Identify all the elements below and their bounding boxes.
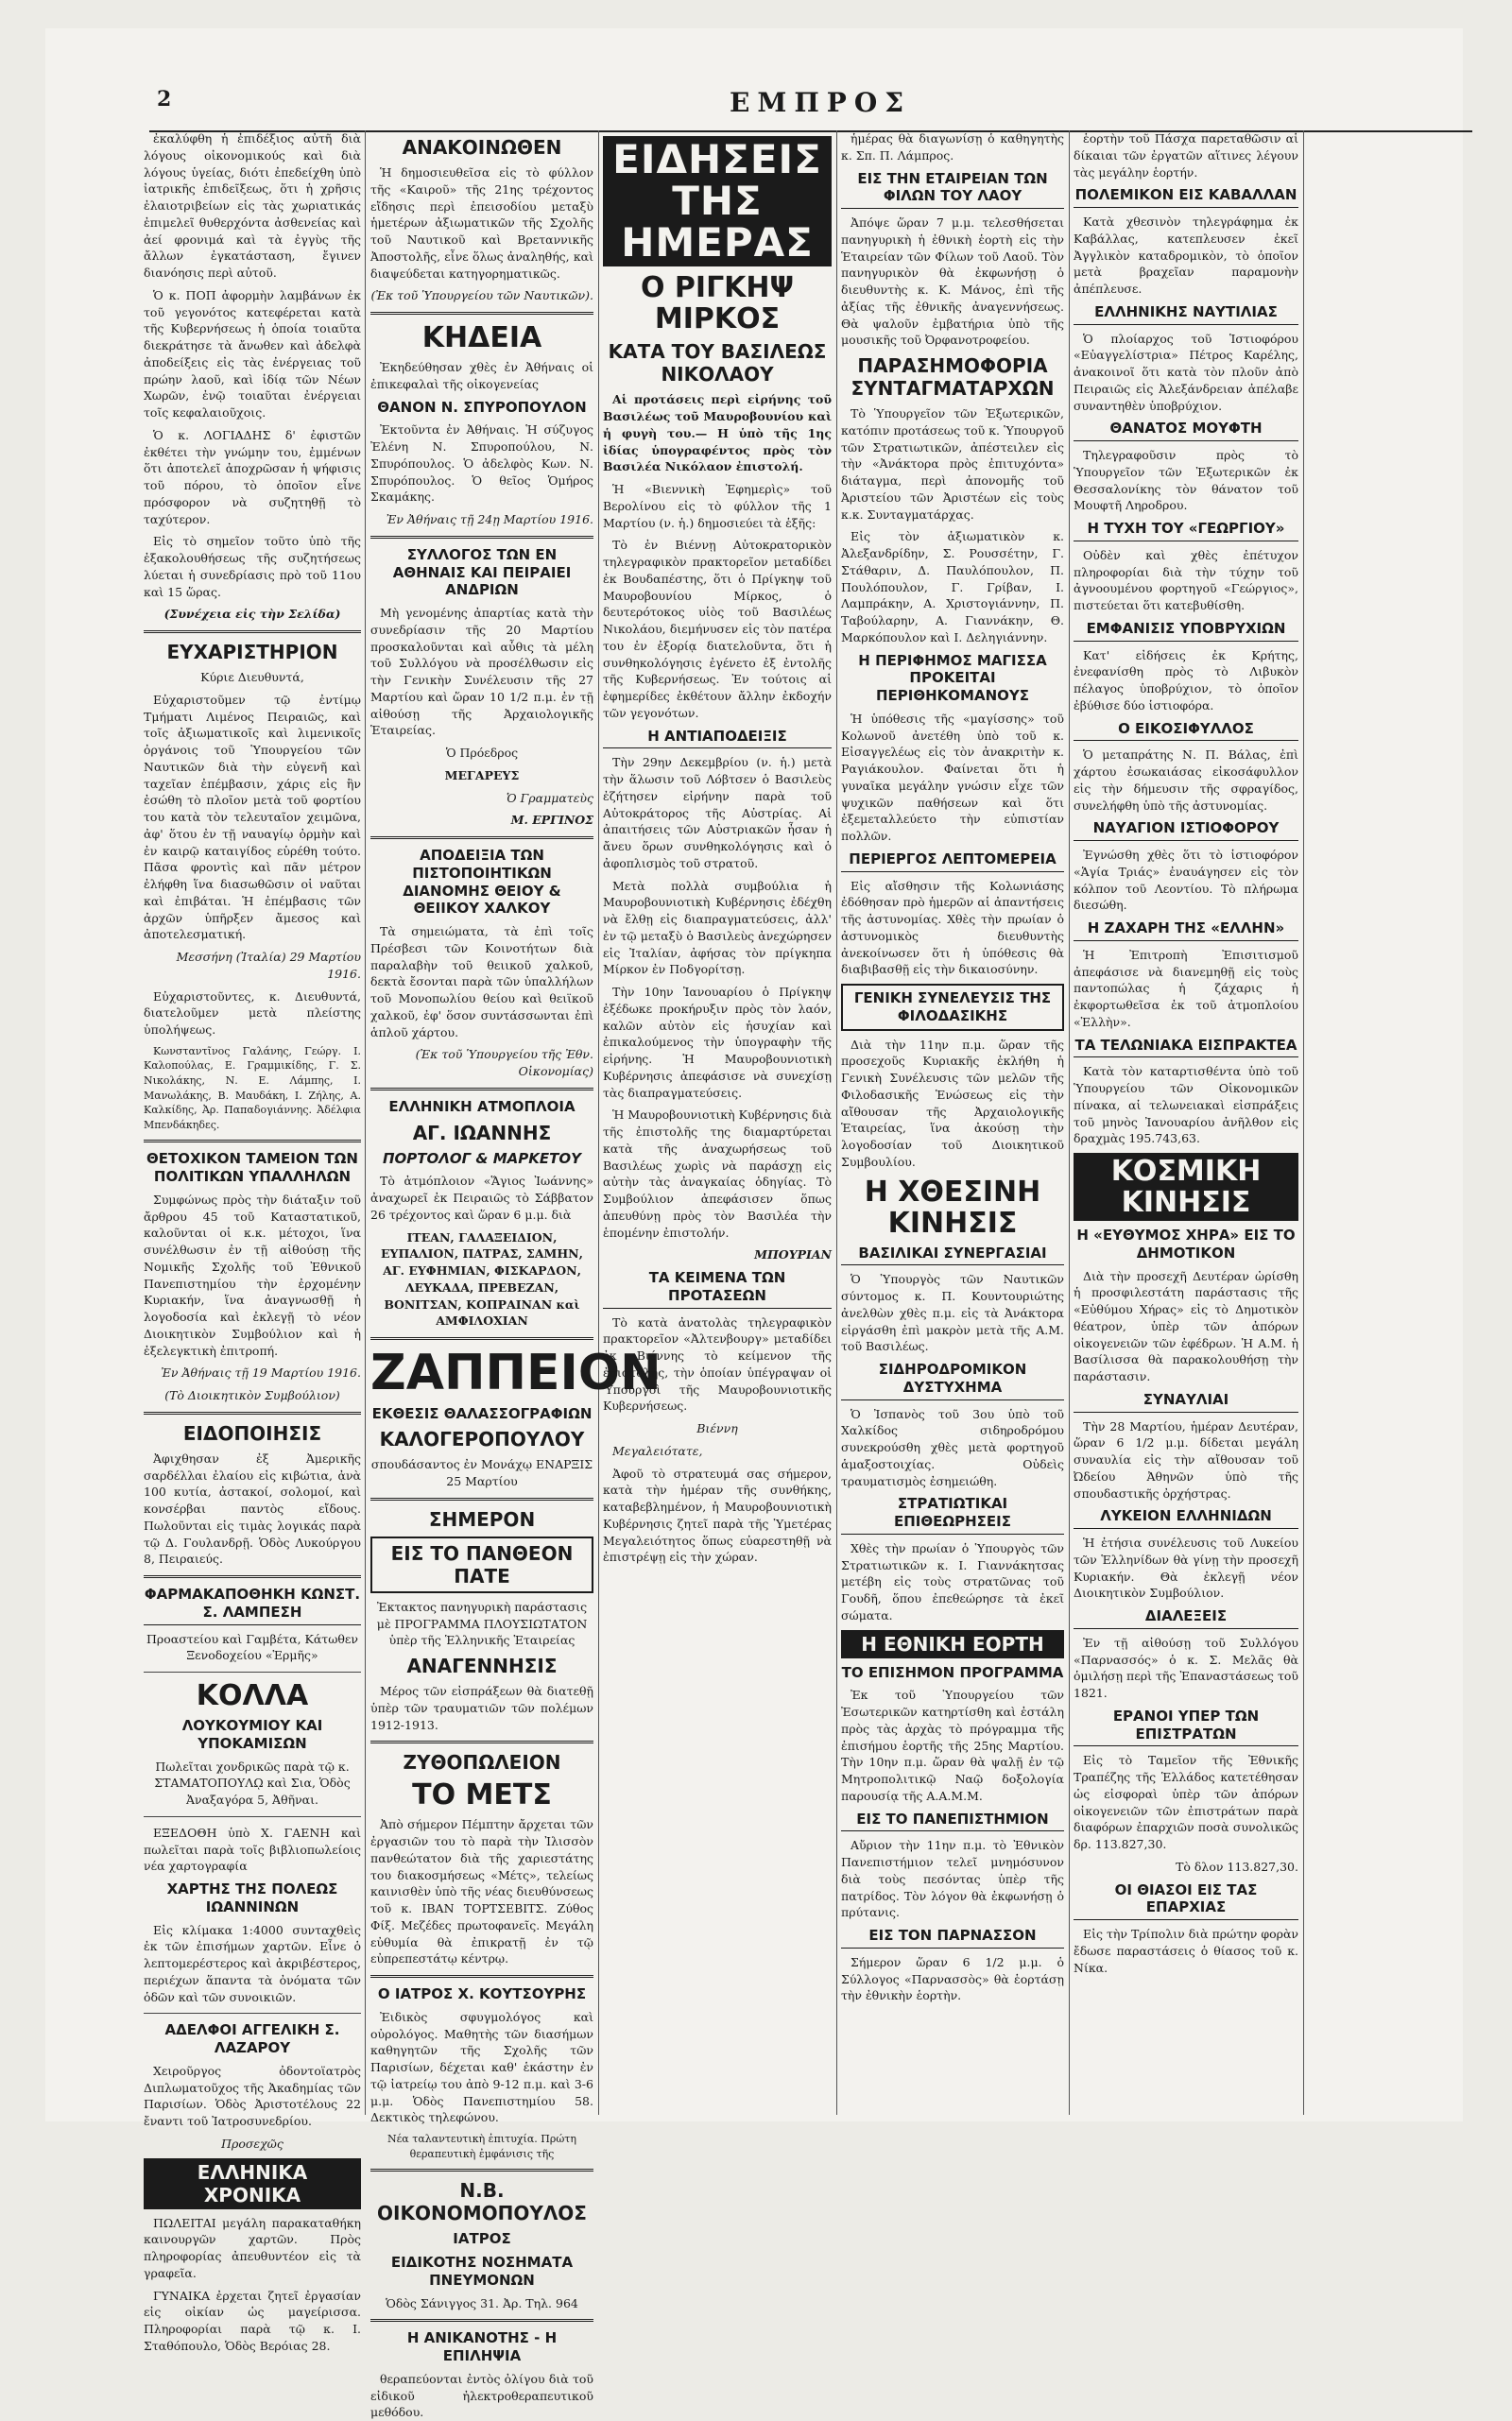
greeting: Κύριε Διευθυντά, bbox=[200, 670, 304, 684]
signature: ΜΕΓΑΡΕΥΣ bbox=[444, 767, 520, 782]
article-text: Ἡ Ἐπιτροπὴ Ἐπισιτισμοῦ ἀπεφάσισε νὰ διανεμηθῇ εἰς τοὺς παντοπώλας ἡ ζάχαρις ἡ ἐκφορτωθεῖσα ἐκ τοῦ ἀτμοπλοίου «Ἑλλὴν». bbox=[1074, 947, 1298, 1029]
column-5 bbox=[1074, 130, 1298, 2115]
subsection-heading: ΒΑΣΙΛΙΚΑΙ ΣΥΝΕΡΓΑΣΙΑΙ bbox=[841, 1245, 1064, 1266]
ad-subheading: ΛΟΥΚΟΥΜΙΟΥ ΚΑΙ ΥΠΟΚΑΜΙΣΩΝ bbox=[181, 1717, 323, 1752]
section-heading: Η ΧΘΕΣΙΝΗ ΚΙΝΗΣΙΣ bbox=[864, 1175, 1041, 1240]
masthead bbox=[45, 87, 1463, 125]
column-3 bbox=[603, 130, 832, 2115]
section-heading: ΑΠΟΔΕΙΞΙΑ ΤΩΝ ΠΙΣΤΟΠΟΙΗΤΙΚΩΝ ΔΙΑΝΟΜΗΣ ΘΕΙΟΥ & ΘΕΙΙΚΟΥ ΧΑΛΚΟΥ bbox=[403, 847, 561, 918]
subheadline: ΚΑΤΑ ΤΟΥ ΒΑΣΙΛΕΩΣ ΝΙΚΟΛΑΟΥ bbox=[608, 340, 827, 386]
ad-heading: Ν.Β. ΟΙΚΟΝΟΜΟΠΟΥΛΟΣ bbox=[377, 2179, 587, 2225]
ad-heading: ΕΙΣ ΤΟ ΠΑΝΘΕΟΝ ΠΑΤΕ bbox=[370, 1537, 593, 1593]
section-heading: ΚΟΣΜΙΚΗ ΚΙΝΗΣΙΣ bbox=[1074, 1153, 1298, 1221]
section-heading: ΓΕΝΙΚΗ ΣΥΝΕΛΕΥΣΙΣ ΤΗΣ ΦΙΛΟΔΑΣΙΚΗΣ bbox=[841, 984, 1064, 1031]
article-text: Τὸ ἐν Βιέννῃ Αὐτοκρατορικὸν τηλεγραφικὸν πρακτορεῖον μεταδίδει ἐκ Βουδαπέστης, ὅτι ὁ Πρίγκηψ τοῦ Μαυροβουνίου Μίρκος, ὁ δευτερότοκος υἱὸς τοῦ Βασιλέως Νικολάου, διεμήνυσεν εἰς τὸν πατέρα του ἐν ἐξορίᾳ διατελοῦντα, ὅτι ἡ συνθηκολόγησις ἐγένετο ἐξ ἐντολῆς τῆς Κυβερνήσεως. Ἐν τούτοις αἱ ἐφημερίδες ἐκθέτουν ἄλλην ἐκδοχήν τῶν γεγονότων. bbox=[603, 538, 832, 720]
column-divider bbox=[365, 130, 366, 2115]
dateline: Βιέννη bbox=[696, 1421, 738, 1436]
article-text: Εὐχαριστοῦντες, κ. Διευθυντά, διατελοῦμεν μετὰ πλείστης ὑπολήψεως. bbox=[144, 988, 361, 1037]
signature: (Ἐκ τοῦ Ὑπουργείου τῆς Ἐθν. Οἰκονομίας) bbox=[415, 1047, 593, 1078]
subsection-heading: ΣΤΡΑΤΙΩΤΙΚΑΙ ΕΠΙΘΕΩΡΗΣΕΙΣ bbox=[841, 1495, 1064, 1535]
section-heading: ΕΥΧΑΡΙΣΤΗΡΙΟΝ bbox=[166, 641, 338, 663]
article-text: Ἀπόψε ὥραν 7 μ.μ. τελεσθήσεται πανηγυρικὴ ἡ ἐθνικὴ ἑορτὴ εἰς τὴν Ἑταιρείαν τῶν Φίλων τοῦ Λαοῦ. Τὸν πανηγυρικὸν θὰ ἐκφωνήσῃ ὁ διευθυντὴς κ. Κ. Μάνος, ἐπὶ τῆς ἀξίας τῆς ἐθνικῆς ἀναγεννήσεως. Θὰ ψαλοῦν ἐμβατήρια ὑπὸ τῆς μουσικῆς τοῦ Ὀρφανοτροφείου. bbox=[841, 215, 1064, 348]
article-text: Εἰς τὸ Ταμεῖον τῆς Ἐθνικῆς Τραπέζης τῆς Ἑλλάδος κατετέθησαν ὡς εἰσφοραὶ ὑπὲρ τῶν ἀπόρων οἰκογενειῶν τῶν ἐπιστράτων παρὰ διαφόρων ἐπαρχιῶν ποσὰ συνολικῶς δρ. 113.827,30. bbox=[1074, 1753, 1298, 1851]
section-heading: ΑΝΑΚΟΙΝΩΘΕΝ bbox=[402, 136, 562, 159]
ad-text: Πωλεῖται χονδρικῶς παρὰ τῷ κ. ΣΤΑΜΑΤΟΠΟΥΛῼ καὶ Σια, Ὁδὸς Ἀναξαγόρα 5, Ἀθῆναι. bbox=[154, 1759, 351, 1808]
ad-heading: ΑΝΑΓΕΝΝΗΣΙΣ bbox=[406, 1655, 558, 1678]
article-text: Ὁ πλοίαρχος τοῦ Ἱστιοφόρου «Εὐαγγελίστρια» Πέτρος Καρέλης, ἀνακοινοῖ ὅτι κατὰ τὸν πλοῦν ἀπὸ Πειραιῶς εἰς Ἀλεξάνδρειαν ἀπέλαβε συναντηθὲν ὑποβρύχιον. bbox=[1074, 331, 1298, 413]
article-text: Εἰς αἴσθησιν τῆς Κολωνιάσης ἐδόθησαν πρὸ ἡμερῶν αἱ ἀπαντήσεις τῆς ἀστυνομίας. Χθὲς τὴν πρωίαν ὁ ἀστυνομικὸς διευθυντὴς ἀνεκοίνωσεν ὅτι ἡ ὑπόθεσις θὰ διαβιβασθῇ εἰς τὴν δικαιοσύνην. bbox=[841, 878, 1064, 977]
article-text: Κατ' εἰδήσεις ἐκ Κρήτης, ἐνεφανίσθη πρὸς τὸ Λιβυκὸν πέλαγος ὑποβρύχιον, τὸ ὁποῖον ἐβύθισε δύο ἱστιοφόρα. bbox=[1074, 647, 1298, 713]
ad-text: Ἐκτακτος πανηγυρικὴ παράστασις μὲ ΠΡΟΓΡΑΜΜΑ ΠΛΟΥΣΙΩΤΑΤΟΝ ὑπὲρ τῆς Ἑλληνικῆς Ἑταιρείας bbox=[376, 1599, 588, 1648]
article-text: ἐκαλύφθη ἡ ἐπιδέξιος αὐτῆ διὰ λόγους οἰκονομικούς καὶ διὰ λόγους ὑγείας, διότι ἐπεδείχθη ὑπὸ ἰατρικῆς ἐπιδεῖξεως, ὅτι ἡ χρῆσις ἐλαιοτριβείων εἰς τὰς χωριατικάς ἐπιμελεῖ θυθερχόντα ἀσθενείας καὶ ἀεί φρονιμά καὶ τὰ ἐγγὺς τῆς ἄλλων ἐγκατάσταση, ἔγινεν διανόησις περὶ αὐτοῦ. bbox=[144, 131, 361, 280]
signature: Μ. ΕΡΓΙΝΟΣ bbox=[510, 813, 593, 828]
signature: Ὁ Πρόεδρος bbox=[445, 746, 519, 760]
ad-text: Ὁδὸς Σάνιγγος 31. Ἀρ. Τηλ. 964 bbox=[386, 2295, 578, 2310]
article-text: Εἰς τὴν Τρίπολιν διὰ πρώτην φορὰν ἔδωσε παραστάσεις ὁ θίασος τοῦ κ. Νίκα. bbox=[1074, 1927, 1298, 1975]
paper-title: ΕΜΠΡΟΣ bbox=[730, 87, 912, 118]
subsection-heading: ΣΙΔΗΡΟΔΡΟΜΙΚΟΝ ΔΥΣΤΥΧΗΜΑ bbox=[841, 1361, 1064, 1400]
subsection-heading: Η ΑΝΤΙΑΠΟΔΕΙΞΙΣ bbox=[603, 728, 832, 749]
ad-text: Προσεχῶς bbox=[221, 2136, 284, 2151]
ad-text: Εἰς κλίμακα 1:4000 συνταχθεὶς ἐκ τῶν ἐπισήμων χαρτῶν. Εἶνε ὁ λεπτομερέστερος καὶ ἀκριβέστερος, περιέχων ἅπαντα τὰ ὀνόματα τῶν ὁδῶν καὶ τῶν συνοικιῶν. bbox=[144, 1922, 361, 2004]
article-text: Ἐκηδεύθησαν χθὲς ἐν Ἀθήναις οἱ ἐπικεφαλαὶ τῆς οἰκογενείας bbox=[370, 360, 593, 391]
ad-text: Προαστείου καὶ Γαμβέτα, Κάτωθεν Ξενοδοχείου «Ἑρμῆς» bbox=[146, 1631, 358, 1663]
article-text: Τὸ Ὑπουργεῖον τῶν Ἐξωτερικῶν, κατόπιν προτάσεως τοῦ κ. Ὑπουργοῦ τῶν Στρατιωτικῶν, ἀπέστειλεν εἰς τὴν «Ἀνάκτορα πρὸς ἐπιτυχόντα» διάταγμα, περὶ ἀπονομῆς τοῦ Ἀριστείου τῶν Ἀριστέων εἰς τοὺς κ.κ. Συνταγματάρχας. bbox=[841, 406, 1064, 522]
separator bbox=[370, 2319, 593, 2322]
separator bbox=[370, 536, 593, 539]
separator bbox=[144, 630, 361, 633]
separator bbox=[144, 1816, 361, 1817]
ad-heading: ΤΟ bbox=[412, 1778, 456, 1812]
article-text: Μετὰ πολλὰ συμβούλια ἡ Μαυροβουνιοτικὴ Κυβέρνησις ἐδέχθη νὰ ἔλθῃ εἰς διαπραγματεύσεις, ἀλλ' ἐν τῷ μεταξὺ ὁ Βασιλεὺς ἀνεχώρησεν εἰς Ἰταλίαν, ἀφήσας τὸν πρίγκηπα Μίρκον ἐν Ποδγορίτσῃ. bbox=[603, 878, 832, 977]
article-text: Ἀφιχθησαν ἐξ Ἀμερικῆς σαρδέλλαι ἐλαίου εἰς κιβώτια, ἀνὰ 100 κυτία, ἀστακοί, σολομοί, καὶ κονσέρβαι παντὸς εἴδους. Πωλοῦνται εἰς τιμὰς λογικάς παρὰ τῷ Δ. Γουλανδρῇ. Ὁδὸς Λυκούργου 8, Πειραιεύς. bbox=[144, 1451, 361, 1567]
ad-text: θεραπεύονται ἐντὸς ὀλίγου διὰ τοῦ εἰδικοῦ ἠλεκτροθεραπευτικοῦ μεθόδου. bbox=[370, 2371, 593, 2420]
signature: Ὁ Γραμματεὺς bbox=[506, 790, 593, 805]
article-text: Ἀφοῦ τὸ στρατευμά σας σήμερον, κατὰ τὴν ἡμέραν τῆς συνθήκης, καταβεβλημένον, ἡ Μαυροβουνιοτικὴ Κυβέρνησις ζητεῖ παρὰ τῆς Ὑμετέρας Μεγαλειότητος ὅπως εὐαρεστηθῇ νὰ ἐπιστρέψῃ εἰς τὴν χώραν. bbox=[603, 1466, 832, 1565]
column-divider bbox=[598, 130, 599, 2115]
article-text: Ὁ μεταπράτης Ν. Π. Βάλας, ἐπὶ χάρτου ἐσωκαιάσας εἰκοσάφυλλον εἰς τὴν δήμευσιν τῆς σφραγίδος, συνελήφθη ὑπὸ τῆς ἀστυνομίας. bbox=[1074, 747, 1298, 813]
section-heading: ΕΜΦΑΝΙΣΙΣ ΥΠΟΒΡΥΧΙΩΝ bbox=[1074, 620, 1298, 642]
article-text: Τηλεγραφοῦσιν πρὸς τὸ Ὑπουργεῖον τῶν Ἐξωτερικῶν ἐκ Θεσσαλονίκης τὸν θάνατον τοῦ Μουφτῆ Ληροδρου. bbox=[1074, 448, 1298, 513]
article-text: Τὸ δλον 113.827,30. bbox=[1176, 1859, 1298, 1874]
article-text: Οὐδὲν καὶ χθὲς ἐπέτυχον πληροφορίαι διὰ τὴν τύχην τοῦ ἀγνοουμένου φορτηγοῦ «Γεώργιος», πιστεύεται ὅτι κατεβυθίσθη. bbox=[1074, 547, 1298, 612]
section-heading: Η ΖΑΧΑΡΗ ΤΗΣ «ΕΛΛΗΝ» bbox=[1074, 919, 1298, 941]
article-text: Ἡ ὑπόθεσις τῆς «μαγίσσης» τοῦ Κολωνοῦ ἀνετέθη ὑπὸ τοῦ κ. Εἰσαγγελέως εἰς τὸν ἀνακριτὴν κ. Ραγιάκουλον. Φαίνεται ὅτι ἡ γυναῖκα μεγάλην γνώσιν εἶχε τῶν ψυχικῶν παθήσεων καὶ ὅτι ἐξεμεταλλεύετο τὴν εὐπιστίαν πολλῶν. bbox=[841, 711, 1064, 843]
ad-text: Τὸ ἀτμόπλοιον «Ἅγιος Ἰωάννης» ἀναχωρεῖ ἐκ Πειραιῶς τὸ Σάββατον 26 τρέχοντος καὶ ὥραν 6 μ.μ. διὰ bbox=[370, 1174, 593, 1222]
section-heading: Ο ΕΙΚΟΣΙΦΥΛΛΟΣ bbox=[1074, 720, 1298, 742]
subsection-heading: ΛΥΚΕΙΟΝ ΕΛΛΗΝΙΔΩΝ bbox=[1074, 1507, 1298, 1529]
section-banner: ΕΙΔΗΣΕΙΣ ΤΗΣ ΗΜΕΡΑΣ bbox=[603, 136, 832, 266]
subsection-heading: ΕΙΣ ΤΟΝ ΠΑΡΝΑΣΣΟΝ bbox=[841, 1927, 1064, 1949]
signature: ΜΠΟΥΡΙΑΝ bbox=[754, 1247, 832, 1262]
ad-text: Χειροῦργος ὀδοντοϊατρὸς Διπλωματοῦχος τῆς Ἀκαδημίας τῶν Παρισίων. Ὁδὸς Ἀριστοτέλους 22 ἔναντι τοῦ Ἰατροσυνεδρίου. bbox=[144, 2063, 361, 2129]
section-heading: Η ΠΕΡΙΦΗΜΟΣ ΜΑΓΙΣΣΑ ΠΡΟΚΕΙΤΑΙ ΠΕΡΙΘΗΚΟΜΑΝΟΥΣ bbox=[858, 651, 1047, 704]
separator bbox=[370, 1498, 593, 1501]
article-text: Τὰ σημειώματα, τὰ ἐπὶ τοῖς Πρέσβεσι τῶν Κοινοτήτων διὰ παραλαβὴν τοῦ θειικοῦ χαλκοῦ, δεκτὰ ἔσονται παρὰ τῶν ὑπαλλήλων τοῦ Μονοπωλίου θείου καὶ θειϊκοῦ χαλκοῦ, ἐφ' ὅσον συντάσσωνται ἐπὶ ἁπλοῦ χάρτου. bbox=[370, 924, 593, 1039]
ad-subheading: ΕΙΔΙΚΟΤΗΣ ΝΟΣΗΜΑΤΑ ΠΝΕΥΜΟΝΩΝ bbox=[390, 2254, 574, 2289]
article-text: Ὁ κ. ΛΟΓΙΑΔΗΣ δ' ἐφιστῶν ἐκθέτει τὴν γνώμην του, ἐμμένων ὅτι ἀποτελεῖ ἀποχρῶσαν ἡ ψήφισις τοῦ πόρου, τὸ ὁποῖον εἶνε πρόσφορον νὰ συζητηθῇ τὸ ταχύτερον. bbox=[144, 427, 361, 526]
ad-heading: ΑΔΕΛΦΟΙ ΑΓΓΕΛΙΚΗ Σ. ΛΑΖΑΡΟΥ bbox=[164, 2021, 340, 2057]
separator bbox=[370, 312, 593, 315]
ad-text: ΕΞΕΔΟΘΗ ὑπὸ Χ. ΓΑΕΝΗ καὶ πωλεῖται παρὰ τοῖς βιβλιοπωλείοις νέα χαρτογραφία bbox=[144, 1825, 361, 1874]
ad-heading: ΜΕΤΣ bbox=[465, 1778, 552, 1812]
ad-heading: ΕΛΛΗΝΙΚΗ ΑΤΜΟΠΛΟΙΑ bbox=[388, 1097, 576, 1115]
ad-text: Ἀπὸ σήμερον Πέμπτην ἄρχεται τῶν ἐργασιῶν του τὸ παρὰ τὴν Ἰλισσὸν πανθεώτατον διὰ τῆς χαριεστάτης του διακοσμήσεως «Μέτς», τελείως καινισθὲν ὑπὸ τῆς νέας διευθύνσεως τοῦ κ. ΙΒΑΝ ΤΟΡΤΣΕΒΙΤΣ. Ζύθος Φίξ. Μεζέδες πρωτοφανεῖς. Μεγάλη εὐθυμία θὰ ἐπικρατῇ ἐν τῷ εὐπρεπεστάτῳ κέντρῳ. bbox=[370, 1817, 593, 1966]
article-text: Ἡ δημοσιευθεῖσα εἰς τὸ φύλλον τῆς «Καιροῦ» τῆς 21ης τρέχοντος εἴδησις περὶ ἐπεισοδίου μεταξὺ ἡμετέρων ἀξιωματικῶν τῆς Σχολῆς τοῦ Ναυτικοῦ καὶ Βρεταννικῆς Ἀποστολῆς, εἶνε ὅλως ἀναληθής, καὶ διαψεύδεται κατηγορηματικῶς. bbox=[370, 165, 593, 281]
ad-subheading: ΕΚΘΕΣΙΣ ΘΑΛΑΣΣΟΓΡΑΦΙΩΝ bbox=[371, 1404, 593, 1422]
ad-heading bbox=[370, 1779, 593, 1811]
article-text: Αὔριον τὴν 11ην π.μ. τὸ Ἐθνικὸν Πανεπιστήμιον τελεῖ μνημόσυνον διὰ τοὺς πεσόντας ὑπὲρ τῆς πατρίδος. Τὸν λόγον θὰ ἐκφωνήσῃ ὁ πρύτανις. bbox=[841, 1838, 1064, 1920]
article-text: Εἰς τὸ σημεῖον τοῦτο ὑπὸ τῆς ἐξακολουθήσεως τῆς συζητήσεως λύεται ἡ συνεδρίασις πρὸ τοῦ 11ου καὶ 15 ὥρας. bbox=[144, 534, 361, 599]
salutation: Μεγαλειότατε, bbox=[612, 1443, 703, 1458]
separator bbox=[144, 1672, 361, 1673]
article-text: Ἐκ τοῦ Ὑπουργείου τῶν Ἐσωτερικῶν κατηρτίσθη καὶ ἐστάλη πρὸς τὰς ἀρχὰς τὸ πρόγραμμα τῆς ἐπισήμου ἑορτῆς τῆς 25ης Μαρτίου. Τὴν 10ην π.μ. ὥραν θὰ ψαλῇ ἐν τῷ Μητροπολιτικῷ Ναῷ δοξολογία παρουσίᾳ τῆς Α.Α.Μ.Μ. bbox=[841, 1688, 1064, 1803]
ad-heading: Η ΑΝΙΚΑΝΟΤΗΣ - Η ΕΠΙΛΗΨΙΑ bbox=[406, 2329, 558, 2365]
article-text: Ὁ Ἰσπανὸς τοῦ 3ου ὑπὸ τοῦ Χαλκίδος σιδηροδρόμου συνεκρούσθη χθὲς μετὰ φορτηγοῦ ἁμαξοστοιχίας. Οὐδεὶς τραυματισμὸς ἐσημειώθη. bbox=[841, 1406, 1064, 1488]
article-text: Ἐν τῇ αἰθούσῃ τοῦ Συλλόγου «Παρνασσός» ὁ κ. Σ. Μελᾶς θὰ ὁμιλήσῃ περὶ τῆς Ἐπαναστάσεως τοῦ 1821. bbox=[1074, 1635, 1298, 1700]
signature: (Ἐκ τοῦ Ὑπουργείου τῶν Ναυτικῶν). bbox=[370, 288, 593, 303]
article-text: Ὁ Ὑπουργὸς τῶν Ναυτικῶν σύντομος κ. Π. Κουντουριώτης ἀνελθὼν χθὲς π.μ. εἰς τὰ Ἀνάκτορα εἰργάσθη ἐπὶ μακρὸν μετὰ τῆς Α.Μ. τοῦ Βασιλέως. bbox=[841, 1272, 1064, 1354]
signature: Ἐν Ἀθήναις τῇ 19 Μαρτίου 1916. bbox=[161, 1365, 361, 1381]
section-heading: ΠΑΡΑΣΗΜΟΦΟΡΙΑ ΣΥΝΤΑΓΜΑΤΑΡΧΩΝ bbox=[850, 354, 1055, 400]
subsection-heading: ΤΑ ΚΕΙΜΕΝΑ ΤΩΝ ΠΡΟΤΑΣΕΩΝ bbox=[603, 1269, 832, 1309]
ad-heading: ΦΑΡΜΑΚΑΠΟΘΗΚΗ ΚΩΝΣΤ. Σ. ΛΑΜΠΕΣΗ bbox=[144, 1586, 361, 1625]
separator bbox=[144, 2013, 361, 2014]
continued-note: (Συνέχεια εἰς τὴν Σελίδα) bbox=[163, 607, 341, 622]
section-heading: ΤΑ ΤΕΛΩΝΙΑΚΑ ΕΙΣΠΡΑΚΤΕΑ bbox=[1074, 1037, 1298, 1058]
separator bbox=[144, 1575, 361, 1578]
ad-heading: ΚΑΛΟΓΕΡΟΠΟΥΛΟΥ bbox=[379, 1428, 585, 1451]
ad-subheading: ΠΟΡΤΟΛΟΓ & ΜΑΡΚΕΤΟΥ bbox=[383, 1149, 581, 1167]
column-4 bbox=[841, 130, 1064, 2115]
subsection-heading: ΕΙΣ ΤΟ ΠΑΝΕΠΙΣΤΗΜΙΟΝ bbox=[841, 1811, 1064, 1832]
subsection-heading: ΕΡΑΝΟΙ ΥΠΕΡ ΤΩΝ ΕΠΙΣΤΡΑΤΩΝ bbox=[1074, 1708, 1298, 1747]
signature: Μεσσήνη (Ἰταλία) 29 Μαρτίου 1916. bbox=[176, 950, 361, 981]
section-heading: ΕΙΣ ΤΗΝ ΕΤΑΙΡΕΙΑΝ ΤΩΝ ΦΙΛΩΝ ΤΟΥ ΛΑΟΥ bbox=[841, 170, 1064, 210]
column-divider bbox=[1303, 130, 1304, 2115]
article-text: Χθὲς τὴν πρωίαν ὁ Ὑπουργὸς τῶν Στρατιωτικῶν κ. Ι. Γιαννάκητσας μετέβη εἰς τοὺς στρατῶνας τοῦ Γουδῆ, ὅπου ἐπεθεώρησε τὰ ἐκεῖ σώματα. bbox=[841, 1540, 1064, 1623]
article-text: Εὐχαριστοῦμεν τῷ ἐντίμῳ Τμήματι Λιμένος Πειραιῶς, καὶ τοῖς ἀξιωματικοῖς καὶ λιμενικοῖς ὀργάνοις τοῦ Ὑπουργείου τῶν Ναυτικῶν διὰ τὴν εὐγενῆ καὶ ταχεῖαν ἐπέμβασιν, χάρις εἰς ἣν ἐσώθη τὸ πλοῖον μετὰ τοῦ φορτίου του κατὰ τὸν τελευταῖον χειμῶνα, ἀφ' ὅτου ἐν τῇ ναυαγίῳ ὀρμὴν καὶ ἐν καιρῷ καταιγίδος εὑρέθη τούτο. Πᾶσα φροντὶς καὶ πᾶν μέτρον ἐλήφθη ἵνα διασωθῶσιν οἱ ναῦται καὶ ἐπιβάται. Ἡ ἐπέμβασις τῶν ἀρχῶν ὑπῆρξεν ἄμεσος καὶ ἀποτελεσματική. bbox=[144, 692, 361, 942]
separator bbox=[370, 1088, 593, 1090]
signatory-list: Κωνσταντῖνος Γαλάνης, Γεώργ. Ι. Καλοπούλας, Ε. Γραμμικίδης, Γ. Σ. Νικολάκης, Ν. Ε. Λάμπης, Ι. Μανωλάκης, Β. Μαυδάκη, Ι. Ζήλης, Α. Καλκίδης, Ἀρ. Παπαδογιάννης. Ἀδέλφια Μπενδάκηδες. bbox=[144, 1044, 361, 1131]
section-heading: Η ΤΥΧΗ ΤΟΥ «ΓΕΩΡΓΙΟΥ» bbox=[1074, 520, 1298, 541]
ad-text: Ἐιδικὸς σφυγμολόγος καὶ οὐρολόγος. Μαθητὴς τῶν διασήμων καθηγητῶν τῆς Σχολῆς τῶν Παρισίων, δέχεται καθ' ἑκάστην ἐν τῷ ἰατρείῳ του ἀπὸ 9-12 π.μ. καὶ 3-6 μ.μ. Ὁδὸς Πανεπιστημίου 58. Δεκτικὸς τηλεφώνου. bbox=[370, 2009, 593, 2125]
section-heading: ΕΛΛΗΝΙΚΗΣ ΝΑΥΤΙΛΙΑΣ bbox=[1074, 303, 1298, 325]
signature: Ἐν Ἀθήναις τῇ 24ῃ Μαρτίου 1916. bbox=[386, 512, 593, 526]
article-text: Κατὰ χθεσινὸν τηλεγράφημα ἐκ Καβάλλας, κατεπλευσεν ἐκεῖ Ἀγγλικὸν καταδρομικὸν, τὸ ὁποῖον μετὰ βραχεῖαν παραμονὴν ἀπέπλευσε. bbox=[1074, 215, 1298, 296]
ad-text: ΓΥΝΑΙΚΑ ἐρχεται ζητεῖ ἐργασίαν εἰς οἰκίαν ὡς μαγείρισσα. Πληροφορίαι παρὰ τῷ κ. Ι. Σταθόπουλο, Ὁδὸς Βερόιας 28. bbox=[144, 2288, 361, 2353]
ad-heading: ΖΑΠΠΕΙΟΝ bbox=[370, 1345, 662, 1401]
separator bbox=[370, 1975, 593, 1978]
separator bbox=[370, 2169, 593, 2172]
subsection-heading: ΔΙΑΛΕΞΕΙΣ bbox=[1074, 1607, 1298, 1629]
subsection-heading: ΤΟ ΕΠΙΣΗΜΟΝ ΠΡΟΓΡΑΜΜΑ bbox=[841, 1663, 1064, 1681]
subsection-heading: ΣΥΝΑΥΛΙΑΙ bbox=[1074, 1391, 1298, 1413]
ad-text: Μέρος τῶν εἰσπράξεων θὰ διατεθῇ ὑπὲρ τῶν τραυματιῶν τῶν πολέμων 1912-1913. bbox=[370, 1684, 593, 1732]
ad-heading: ΚΟΛΛΑ bbox=[196, 1679, 309, 1713]
article-text: Διὰ τὴν προσεχῆ Δευτέραν ὡρίσθη ἡ προσφιλεστάτη παράστασις τῆς «Εὐθύμου Χήρας» εἰς τὸ Δημοτικὸν θέατρον, ὑπὲρ τῶν ἀπόρων οἰκογενειῶν τῶν ἐφέδρων. Ἡ Α.Μ. ἡ Βασίλισσα θὰ παρακολουθήσῃ τὴν παράστασιν. bbox=[1074, 1268, 1298, 1383]
ad-heading: Ο ΙΑΤΡΟΣ Χ. ΚΟΥΤΣΟΥΡΗΣ bbox=[377, 1985, 587, 2003]
newspaper-page bbox=[45, 28, 1463, 2420]
signature: (Τὸ Διοικητικὸν Συμβούλιον) bbox=[164, 1388, 340, 1403]
separator bbox=[370, 1337, 593, 1340]
ad-heading: ΖΥΘΟΠΩΛΕΙΟΝ bbox=[403, 1751, 561, 1775]
section-heading: ΕΙΔΟΠΟΙΗΣΙΣ bbox=[182, 1421, 322, 1445]
subsection-heading: ΟΙ ΘΙΑΣΟΙ ΕΙΣ ΤΑΣ ΕΠΑΡΧΙΑΣ bbox=[1074, 1881, 1298, 1921]
section-heading: ΚΗΔΕΙΑ bbox=[421, 321, 542, 354]
ad-heading: ΣΗΜΕΡΟΝ bbox=[428, 1507, 536, 1531]
section-heading: ΣΥΛΛΟΓΟΣ ΤΩΝ ΕΝ ΑΘΗΝΑΙΣ ΚΑΙ ΠΕΙΡΑΙΕΙ ΑΝΔΡΙΩΝ bbox=[392, 545, 572, 599]
headline: Ο ΡΙΓΚΗΨ ΜΙΡΚΟΣ bbox=[640, 271, 795, 336]
article-text: Σήμερον ὥραν 6 1/2 μ.μ. ὁ Σύλλογος «Παρνασσὸς» θὰ ἑορτάσῃ τὴν ἐθνικὴν ἑορτὴν. bbox=[841, 1954, 1064, 2003]
deceased-name: ΘΑΝΟΝ Ν. ΣΠΥΡΟΠΟΥΛΟΝ bbox=[377, 398, 587, 416]
separator bbox=[370, 836, 593, 839]
separator bbox=[144, 1412, 361, 1415]
article-text: ἡμέρας θὰ διαγωνίσῃ ὁ καθηγητὴς κ. Σπ. Π. Λάμπρος. bbox=[841, 131, 1064, 163]
section-heading: ΠΟΛΕΜΙΚΟΝ ΕΙΣ ΚΑΒΑΛΛΑΝ bbox=[1074, 186, 1298, 208]
column-divider bbox=[1069, 130, 1070, 2115]
article-text: Ἡ Μαυροβουνιοτικὴ Κυβέρνησις διὰ τῆς ἐπιστολῆς της διαμαρτύρεται κατὰ τῆς ἀναχωρήσεως τοῦ Βασιλέως χωρὶς νὰ παράσχῃ εἰς αὐτὴν τὰς ἀναγκαίας ὁδηγίας. Τὸ Συμβούλιον ἀπεφάσισεν ὅπως ἀπευθύνῃ πρὸς τὸν Βασιλέα τὴν ἑπομένην ἐπιστολήν. bbox=[603, 1107, 832, 1240]
column-divider bbox=[836, 130, 837, 2115]
separator bbox=[144, 1140, 361, 1142]
section-heading: ΝΑΥΑΓΙΟΝ ΙΣΤΙΟΦΟΡΟΥ bbox=[1074, 819, 1298, 841]
section-heading: ΘΕΤΟΧΙΚΟΝ ΤΑΜΕΙΟΝ ΤΩΝ ΠΟΛΙΤΙΚΩΝ ΥΠΑΛΛΗΛΩΝ bbox=[146, 1150, 358, 1186]
deck: Αἱ προτάσεις περὶ εἰρήνης τοῦ Βασιλέως τοῦ Μαυροβουνίου καὶ ἡ φυγὴ του.— Η ὑπὸ τῆς 1ης ἰδίας ὑπογραφέντος πρὸς τὸν Βασιλέα Νικόλαον ἐπιστολή. bbox=[603, 392, 832, 474]
article-text: ἑορτὴν τοῦ Πάσχα παρεταθῶσιν αἱ δίκαιαι τῶν ἐργατῶν αἵτινες λέγουν τὰς μεγάλην ἑορτήν. bbox=[1074, 131, 1298, 180]
column-1 bbox=[144, 130, 361, 2353]
ad-text: σπουδάσαντος ἐν Μονάχῳ ΕΝΑΡΞΙΣ 25 Μαρτίου bbox=[370, 1457, 593, 1489]
page-number: 2 bbox=[157, 87, 172, 112]
section-heading: Η ΕΘΝΙΚΗ ΕΟΡΤΗ bbox=[841, 1630, 1064, 1658]
ad-heading: ΕΛΛΗΝΙΚΑ ΧΡΟΝΙΚΑ bbox=[144, 2158, 361, 2209]
section-heading: ΠΕΡΙΕΡΓΟΣ ΛΕΠΤΟΜΕΡΕΙΑ bbox=[841, 850, 1064, 872]
ad-heading: ΧΑΡΤΗΣ ΤΗΣ ΠΟΛΕΩΣ ΙΩΑΝΝΙΝΩΝ bbox=[166, 1880, 338, 1915]
article-text: Ἡ «Βιεννικὴ Ἐφημερὶς» τοῦ Βερολίνου εἰς τὸ φύλλον τῆς 1 Μαρτίου (ν. ἡ.) δημοσιεύει τὰ ἑξῆς: bbox=[603, 482, 832, 530]
article-text: Διὰ τὴν 11ην π.μ. ὥραν τῆς προσεχοῦς Κυριακῆς ἐκλήθη ἡ Γενικὴ Συνέλευσις τῶν μελῶν τῆς Φιλοδασικῆς Ἑνώσεως εἰς τὴν αἴθουσαν τῆς Ἀρχαιολογικῆς Ἑταιρείας, ἵνα ἀκούσῃ τὴν λογοδοσίαν τοῦ Διοικητικοῦ Συμβουλίου. bbox=[841, 1037, 1064, 1169]
subsection-heading: Η «ΕΥΘΥΜΟΣ ΧΗΡΑ» ΕΙΣ ΤΟ ΔΗΜΟΤΙΚΟΝ bbox=[1076, 1227, 1296, 1262]
article-text: Εἰς τὸν ἀξιωματικὸν κ. Ἀλεξανδρίδην, Σ. Ρουσσέτην, Γ. Στάθαριν, Δ. Παυλόπουλον, Π. Πουλόπουλον, Γ. Γρίβαν, Ι. Λαμπράκην, Α. Χριστογιάννην, Π. Ταβούλαρην, Α. Γιαννάκην, Θ. Μαρκόπουλον καὶ Ι. Δεληγιάννην. bbox=[841, 529, 1064, 644]
separator bbox=[370, 1741, 593, 1743]
article-text: Ἐγνώσθη χθὲς ὅτι τὸ ἱστιοφόρον «Ἁγία Τριάς» ἐναυάγησεν εἰς τὸν κόλπον τοῦ Λεοντίου. Τὸ πλήρωμα διεσώθη. bbox=[1074, 848, 1298, 913]
article-text: Τὴν 29ην Δεκεμβρίου (ν. ἡ.) μετὰ τὴν ἅλωσιν τοῦ Λόβτσεν ὁ Βασιλεὺς ἐζήτησεν εἰρήνην παρὰ τοῦ Αὐτοκράτορος τῆς Αὐστρίας. Αἱ ἀπαιτήσεις τῶν Αὐστριακῶν ἦσαν ἡ ἄνευ ὅρων συνθηκολόγησις καὶ ὁ ἀφοπλισμὸς τοῦ στρατοῦ. bbox=[603, 755, 832, 870]
article-text: Τὴν 10ην Ἰανουαρίου ὁ Πρίγκηψ ἐξέδωκε προκήρυξιν πρὸς τὸν λαόν, καλῶν αὐτὸν εἰς ἡσυχίαν καὶ ἐπικαλούμενος τὴν ὑπογραφὴν τῆς εἰρήνης. Ἡ Μαυροβουνιοτικὴ Κυβέρνησις ἀπεφάσισε νὰ συνεχίσῃ τὰς διαπραγματεύσεις. bbox=[603, 985, 832, 1100]
section-heading: ΘΑΝΑΤΟΣ ΜΟΥΦΤΗ bbox=[1074, 420, 1298, 441]
article-text: Τὴν 28 Μαρτίου, ἡμέραν Δευτέραν, ὥραν 6 1/2 μ.μ. δίδεται μεγάλη συναυλία εἰς τὴν αἴθουσαν τοῦ Ὠδείου Ἀθηνῶν ὑπὸ τῆς σπουδαστικῆς ὀρχήστρας. bbox=[1074, 1418, 1298, 1501]
ad-text: ΠΩΛΕΙΤΑΙ μεγάλη παρακαταθήκη καινουργῶν χαρτῶν. Πρὸς πληροφορίας ἀπευθυντέον εἰς τὰ γραφεῖα. bbox=[144, 2215, 361, 2280]
article-text: Συμφώνως πρὸς τὴν διάταξιν τοῦ ἄρθρου 45 τοῦ Καταστατικοῦ, καλοῦνται οἱ κ.κ. μέτοχοι, ἵνα συνέλθωσιν ἐν τῇ αἰθούσῃ τῆς Νομικῆς Σχολῆς τοῦ Ἐθνικοῦ Πανεπιστημίου τὴν ἐρχομένην Κυριακήν, ἵνα ἀναγνωσθῇ ἡ λογοδοσία καὶ ἐκλεγῇ τὸ νέον Διοικητικὸν Συμβούλιον καὶ ἡ ἐξελεγκτικὴ ἐπιτροπή. bbox=[144, 1192, 361, 1358]
article-text: Ἡ ἐτήσια συνέλευσις τοῦ Λυκείου τῶν Ἑλληνίδων θὰ γίνῃ τὴν προσεχῆ Κυριακήν. Θὰ ἐκλεγῇ νέον Διοικητικὸν Συμβούλιον. bbox=[1074, 1536, 1298, 1601]
article-text: Ἐκτοῦντα ἐν Ἀθήναις. Ἡ σύζυγος Ἐλένη Ν. Σπυροπούλου, Ν. Σπυρόπουλος. Ὁ ἀδελφὸς Κων. Ν. Σπυρόπουλος. Ὁ θεῖος Ὁμήρος Σκαμάκης. bbox=[370, 422, 593, 505]
ad-text: ΙΤΕΑΝ, ΓΑΛΑΞΕΙΔΙΟΝ, ΕΥΠΑΛΙΟΝ, ΠΑΤΡΑΣ, ΣΑΜΗΝ, ΑΓ. ΕΥΦΗΜΙΑΝ, ΦΙΣΚΑΡΔΟΝ, ΛΕΥΚΑΔΑ, ΠΡΕΒΕΖΑΝ, ΒΟΝΙΤΣΑΝ, ΚΟΠΡΑΙΝΑΝ καὶ ΑΜΦΙΛΟΧΙΑΝ bbox=[381, 1229, 583, 1329]
article-text: Ὁ κ. ΠΟΠ ἀφορμὴν λαμβάνων ἐκ τοῦ γεγονότος κατεφέρεται κατὰ τῆς Κυβερνήσεως ἡ ὁποία τοιαῦτα διεκράτησε τὰ ἄνωθεν καὶ ἀδελφὰ ἀποδείξεις εἰς τὰς ἐνέργειας τοῦ πρώην λαοῦ, καὶ ἰδίᾳ τῶν Νέων Χωρῶν, ἐνῷ τοιαῦται ἐνέργειαι τοῖς κεφαλαιοῦχοις. bbox=[144, 287, 361, 420]
ad-subheading: ΙΑΤΡΟΣ bbox=[453, 2230, 511, 2248]
ad-text: Νέα ταλαντευτικὴ ἐπιτυχία. Πρώτη θεραπευτικὴ ἐμφάνισις τῆς bbox=[387, 2133, 576, 2160]
article-text: Μὴ γενομένης ἀπαρτίας κατὰ τὴν συνεδρίασιν τῆς 20 Μαρτίου προσκαλοῦνται καὶ αὖθις τὰ μέλη τοῦ Συλλόγου νὰ προσέλθωσιν εἰς τὴν Γενικὴν Συνέλευσιν τῆς 27 Μαρτίου καὶ ὥραν 10 1/2 π.μ. ἐν τῇ αἰθούσῃ τῆς Ἀρχαιολογικῆς Ἑταιρείας. bbox=[370, 606, 593, 738]
article-text: Κατὰ τὸν καταρτισθέντα ὑπὸ τοῦ Ὑπουργείου τῶν Οἰκονομικῶν πίνακα, αἱ τελωνειακαὶ εἰσπράξεις τοῦ μηνὸς Ἰανουαρίου ἀνῆλθον εἰς δραχμὰς 195.743,63. bbox=[1074, 1064, 1298, 1146]
article-text: Τὸ κατὰ ἀνατολὰς τηλεγραφικὸν πρακτορεῖον «Ἀλτενβουργ» μεταδίδει ἐκ Βιέννης τὸ κείμενον τῆς ἐπιστολῆς, τὴν ὁποίαν ὑπέγραψαν οἱ Ὑπουργοὶ τῆς Μαυροβουνιοτικῆς Κυβερνήσεως. bbox=[603, 1314, 832, 1414]
ad-heading: ΑΓ. ΙΩΑΝΝΗΣ bbox=[412, 1121, 552, 1144]
